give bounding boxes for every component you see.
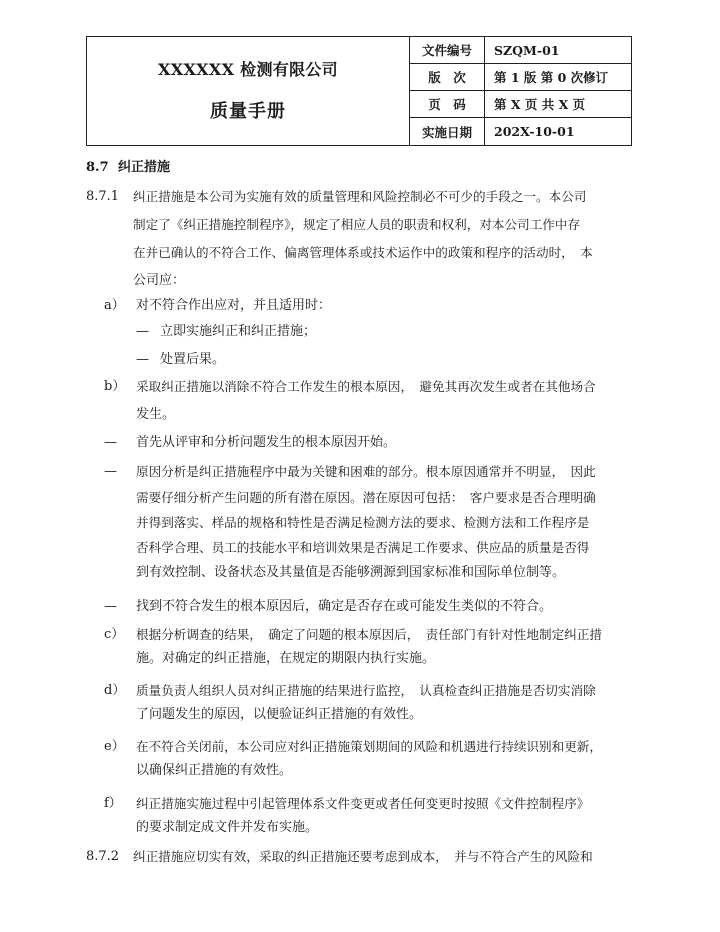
header-label: 版 次 bbox=[410, 64, 485, 90]
list-item-text: 纠正措施实施过程中引起管理体系文件变更或者任何变更时按照《文件控制程序》 bbox=[136, 796, 590, 811]
dash-marker: — bbox=[104, 464, 117, 479]
list-item-text: 发生。 bbox=[136, 407, 176, 422]
header-label: 文件编号 bbox=[410, 37, 485, 63]
dash-marker: — bbox=[104, 435, 117, 450]
list-item-text: 找到不符合发生的根本原因后，确定是否存在或可能发生类似的不符合。 bbox=[136, 599, 553, 614]
manual-title: 质量手册 bbox=[210, 101, 286, 122]
list-item-text: 施。对确定的纠正措施，在规定的期限内执行实施。 bbox=[136, 651, 436, 666]
list-marker-e: e） bbox=[104, 739, 125, 754]
header-label: 页 码 bbox=[410, 91, 485, 117]
list-marker-a: a） bbox=[104, 298, 125, 313]
list-item-text: 根据分析调查的结果， 确定了问题的根本原因后， 责任部门有针对性地制定纠正措 bbox=[136, 627, 602, 642]
list-item-text: 以确保纠正措施的有效性。 bbox=[136, 763, 293, 778]
section-title: 纠正措施 bbox=[118, 160, 171, 175]
list-marker-d: d） bbox=[104, 683, 126, 698]
list-item-text: 首先从评审和分析问题发生的根本原因开始。 bbox=[136, 435, 397, 450]
list-item-text: 立即实施纠正和纠正措施； bbox=[160, 324, 317, 339]
header-label: 实施日期 bbox=[410, 118, 485, 145]
paragraph-line: 纠正措施是本公司为实施有效的质量管理和风险控制必不可少的手段之一。本公司 bbox=[133, 189, 587, 204]
dash-marker: — bbox=[104, 599, 117, 614]
list-item-text: 的要求制定成文件并发布实施。 bbox=[136, 820, 319, 835]
company-name: XXXXXX 检测有限公司 bbox=[158, 60, 338, 79]
header-value: 第 1 版 第 0 次修订 bbox=[494, 70, 609, 85]
clause-number-8-7-1: 8.7.1 bbox=[86, 189, 120, 204]
list-item-text: 处置后果。 bbox=[160, 352, 226, 367]
list-marker-f: f） bbox=[104, 796, 122, 811]
paragraph-line: 纠正措施应切实有效，采取的纠正措施还要考虑到成本， 并与不符合产生的风险和 bbox=[133, 849, 593, 864]
list-item-text: 需要仔细分析产生问题的所有潜在原因。潜在原因可包括： 客户要求是否合理明确 bbox=[136, 490, 596, 505]
header-row-edition bbox=[410, 64, 631, 91]
paragraph-line: 制定了《纠正措施控制程序》，规定了相应人员的职责和权利，对本公司工作中存 bbox=[133, 217, 581, 232]
list-item-text: 原因分析是纠正措施程序中最为关键和困难的部分。根本原因通常并不明显， 因此 bbox=[136, 464, 596, 479]
paragraph-line: 在并已确认的不符合工作、偏离管理体系或技术运作中的政策和程序的活动时， 本 bbox=[133, 245, 593, 260]
header-title-cell bbox=[87, 37, 410, 145]
header-row-effective-date bbox=[410, 118, 631, 145]
list-item-text: 到有效控制、设备状态及其量值是否能够溯源到国家标准和国际单位制等。 bbox=[136, 565, 566, 580]
header-value: 第 X 页 共 X 页 bbox=[494, 97, 586, 112]
dash-marker: — bbox=[136, 324, 149, 339]
list-marker-b: b） bbox=[104, 379, 126, 394]
paragraph-line: 公司应： bbox=[133, 273, 186, 288]
header-value: SZQM-01 bbox=[494, 42, 560, 58]
dash-marker: — bbox=[136, 352, 149, 367]
list-marker-c: c） bbox=[104, 627, 125, 642]
header-row-doc-number bbox=[410, 37, 631, 64]
header-value: 202X-10-01 bbox=[494, 124, 575, 139]
list-item-text: 并得到落实、样品的规格和特性是否满足检测方法的要求、检测方法和工作程序是 bbox=[136, 515, 590, 530]
header-row-page bbox=[410, 91, 631, 118]
clause-number-8-7-2: 8.7.2 bbox=[86, 849, 120, 864]
document-header-table bbox=[86, 36, 632, 146]
list-item-text: 质量负责人组织人员对纠正措施的结果进行监控， 认真检查纠正措施是否切实消除 bbox=[136, 683, 596, 698]
list-item-text: 了问题发生的原因，以便验证纠正措施的有效性。 bbox=[136, 707, 423, 722]
list-item-text: 在不符合关闭前，本公司应对纠正措施策划期间的风险和机遇进行持续识别和更新， bbox=[136, 739, 602, 754]
list-item-text: 采取纠正措施以消除不符合工作发生的根本原因， 避免其再次发生或者在其他场合 bbox=[136, 379, 596, 394]
section-number: 8.7 bbox=[86, 160, 109, 175]
list-item-text: 对不符合作出应对，并且适用时： bbox=[136, 298, 332, 313]
list-item-text: 否科学合理、员工的技能水平和培训效果是否满足工作要求、供应品的质量是否得 bbox=[136, 540, 590, 555]
